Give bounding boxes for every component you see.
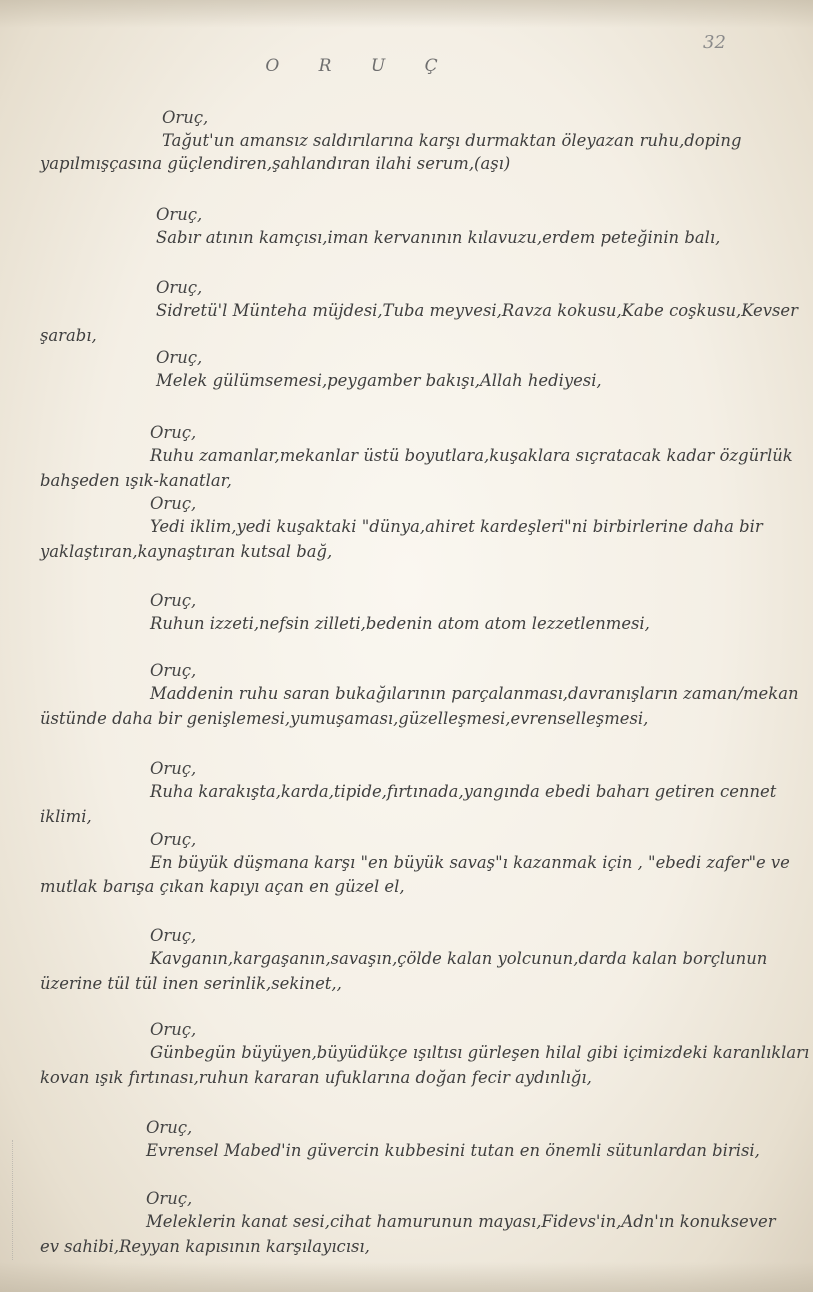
- verse-line: Ruhu zamanlar,mekanlar üstü boyutlara,kuşaklara sıçratacak kadar özgürlük: [150, 446, 793, 465]
- verse-line: yapılmışçasına güçlendiren,şahlandıran ilahi serum,(aşı): [40, 154, 511, 173]
- verse-line: üzerine tül tül inen serinlik,sekinet,,: [40, 974, 342, 993]
- verse-line: Oruç,: [150, 830, 197, 849]
- verse-line: mutlak barışa çıkan kapıyı açan en güzel el,: [40, 877, 405, 896]
- verse-line: bahşeden ışık-kanatlar,: [40, 471, 232, 490]
- verse-line: Oruç,: [150, 759, 197, 778]
- verse-line: Maddenin ruhu saran bukağılarının parçalanması,davranışların zaman/mekan: [150, 684, 799, 703]
- page-title: O R U Ç: [265, 56, 455, 76]
- verse-line: Oruç,: [156, 205, 203, 224]
- verse-line: Yedi iklim,yedi kuşaktaki "dünya,ahiret kardeşleri"ni birbirlerine daha bir: [150, 517, 763, 536]
- verse-line: şarabı,: [40, 326, 97, 345]
- verse-line: Sabır atının kamçısı,iman kervanının kılavuzu,erdem peteğinin balı,: [156, 228, 721, 247]
- verse-line: En büyük düşmana karşı "en büyük savaş"ı kazanmak için , "ebedi zafer"e ve: [150, 853, 790, 872]
- verse-line: Oruç,: [156, 278, 203, 297]
- verse-line: Oruç,: [162, 108, 209, 127]
- verse-line: Oruç,: [156, 348, 203, 367]
- verse-line: Oruç,: [146, 1118, 193, 1137]
- verse-line: Oruç,: [150, 494, 197, 513]
- verse-line: Ruha karakışta,karda,tipide,fırtınada,yangında ebedi baharı getiren cennet: [150, 782, 777, 801]
- verse-line: iklimi,: [40, 807, 92, 826]
- verse-line: Evrensel Mabed'in güvercin kubbesini tutan en önemli sütunlardan birisi,: [146, 1141, 760, 1160]
- verse-line: Günbegün büyüyen,büyüdükçe ışıltısı gürleşen hilal gibi içimizdeki karanlıkları: [150, 1043, 810, 1062]
- verse-line: ev sahibi,Reyyan kapısının karşılayıcısı,: [40, 1237, 370, 1256]
- verse-line: Oruç,: [146, 1189, 193, 1208]
- verse-line: Oruç,: [150, 591, 197, 610]
- page-number: 32: [703, 32, 726, 53]
- verse-line: yaklaştıran,kaynaştıran kutsal bağ,: [40, 542, 333, 561]
- verse-line: Sidretü'l Münteha müjdesi,Tuba meyvesi,Ravza kokusu,Kabe coşkusu,Kevser: [156, 301, 798, 320]
- verse-line: Tağut'un amansız saldırılarına karşı durmaktan öleyazan ruhu,doping: [162, 131, 742, 150]
- verse-line: Oruç,: [150, 1020, 197, 1039]
- verse-line: Oruç,: [150, 926, 197, 945]
- verse-line: üstünde daha bir genişlemesi,yumuşaması,güzelleşmesi,evrenselleşmesi,: [40, 709, 649, 728]
- verse-line: Oruç,: [150, 423, 197, 442]
- verse-line: Meleklerin kanat sesi,cihat hamurunun mayası,Fidevs'in,Adn'ın konuksever: [146, 1212, 776, 1231]
- margin-scribble: [12, 1140, 27, 1260]
- verse-line: Kavganın,kargaşanın,savaşın,çölde kalan yolcunun,darda kalan borçlunun: [150, 949, 768, 968]
- verse-line: kovan ışık fırtınası,ruhun kararan ufuklarına doğan fecir aydınlığı,: [40, 1068, 592, 1087]
- verse-line: Melek gülümsemesi,peygamber bakışı,Allah hediyesi,: [156, 371, 602, 390]
- verse-line: Ruhun izzeti,nefsin zilleti,bedenin atom atom lezzetlenmesi,: [150, 614, 650, 633]
- verse-line: Oruç,: [150, 661, 197, 680]
